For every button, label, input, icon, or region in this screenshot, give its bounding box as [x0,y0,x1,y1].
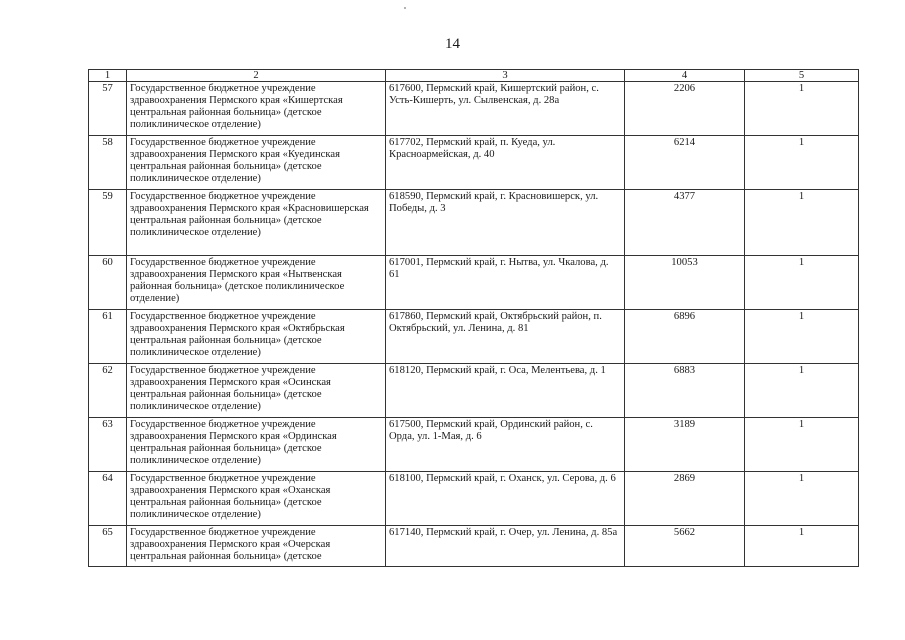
population-count: 6896 [625,310,745,364]
table-row [89,310,859,364]
institution-name: Государственное бюджетное учреждение здравоохранения Пермского края «Осинская центральная районная больница» (детское поликлиническое отделение) [127,364,386,418]
population-count: 2869 [625,472,745,526]
quantity: 1 [745,82,859,136]
institution-name: Государственное бюджетное учреждение здравоохранения Пермского края «Кишертская центральная районная больница» (детское поликлиническое отделение) [127,82,386,136]
institution-address: 617500, Пермский край, Ординский район, с. Орда, ул. 1-Мая, д. 6 [386,418,625,472]
row-number: 60 [89,256,127,310]
row-number: 62 [89,364,127,418]
population-count: 2206 [625,82,745,136]
column-header: 3 [386,70,625,82]
institution-name: Государственное бюджетное учреждение здравоохранения Пермского края «Нытвенская районная больница» (детское поликлиническое отделение) [127,256,386,310]
population-count: 6214 [625,136,745,190]
table-row [89,82,859,136]
table-row [89,418,859,472]
table-row [89,526,859,567]
table-row [89,364,859,418]
institution-address: 618100, Пермский край, г. Оханск, ул. Серова, д. 6 [386,472,625,526]
quantity: 1 [745,418,859,472]
row-number: 65 [89,526,127,567]
population-count: 3189 [625,418,745,472]
column-header: 5 [745,70,859,82]
population-count: 5662 [625,526,745,567]
quantity: 1 [745,136,859,190]
institution-address: 618120, Пермский край, г. Оса, Мелентьева, д. 1 [386,364,625,418]
page-number: 14 [445,36,460,52]
population-count: 10053 [625,256,745,310]
institution-name: Государственное бюджетное учреждение здравоохранения Пермского края «Куединская центральная районная больница» (детское поликлиническое отделение) [127,136,386,190]
column-header: 4 [625,70,745,82]
institution-address: 617860, Пермский край, Октябрьский район, п. Октябрьский, ул. Ленина, д. 81 [386,310,625,364]
quantity: 1 [745,256,859,310]
institution-address: 617140, Пермский край, г. Очер, ул. Ленина, д. 85а [386,526,625,567]
institution-address: 617001, Пермский край, г. Нытва, ул. Чкалова, д. 61 [386,256,625,310]
row-number: 58 [89,136,127,190]
row-number: 64 [89,472,127,526]
institution-address: 617600, Пермский край, Кишертский район, с. Усть-Кишерть, ул. Сылвенская, д. 28а [386,82,625,136]
table-row [89,472,859,526]
row-number: 59 [89,190,127,256]
quantity: 1 [745,364,859,418]
column-header: 2 [127,70,386,82]
institution-address: 618590, Пермский край, г. Красновишерск, ул. Победы, д. 3 [386,190,625,256]
row-number: 57 [89,82,127,136]
quantity: 1 [745,310,859,364]
column-number-row [89,70,859,82]
institution-address: 617702, Пермский край, п. Куеда, ул. Красноармейская, д. 40 [386,136,625,190]
institution-name: Государственное бюджетное учреждение здравоохранения Пермского края «Ординская центральная районная больница» (детское поликлиническое отделение) [127,418,386,472]
population-count: 6883 [625,364,745,418]
institution-name: Государственное бюджетное учреждение здравоохранения Пермского края «Очерская центральная районная больница» (детское [127,526,386,567]
institution-name: Государственное бюджетное учреждение здравоохранения Пермского края «Октябрьская центральная районная больница» (детское поликлиническое отделение) [127,310,386,364]
quantity: 1 [745,526,859,567]
institution-name: Государственное бюджетное учреждение здравоохранения Пермского края «Оханская центральная районная больница» (детское поликлиническое отделение) [127,472,386,526]
population-count: 4377 [625,190,745,256]
table-row [89,256,859,310]
table-row [89,190,859,256]
row-number: 63 [89,418,127,472]
quantity: 1 [745,472,859,526]
scan-speck [404,7,406,9]
row-number: 61 [89,310,127,364]
institutions-table [88,69,859,567]
institution-name: Государственное бюджетное учреждение здравоохранения Пермского края «Красновишерская центральная районная больница» (детское поликлиническое отделение) [127,190,386,256]
quantity: 1 [745,190,859,256]
column-header: 1 [89,70,127,82]
table-row [89,136,859,190]
